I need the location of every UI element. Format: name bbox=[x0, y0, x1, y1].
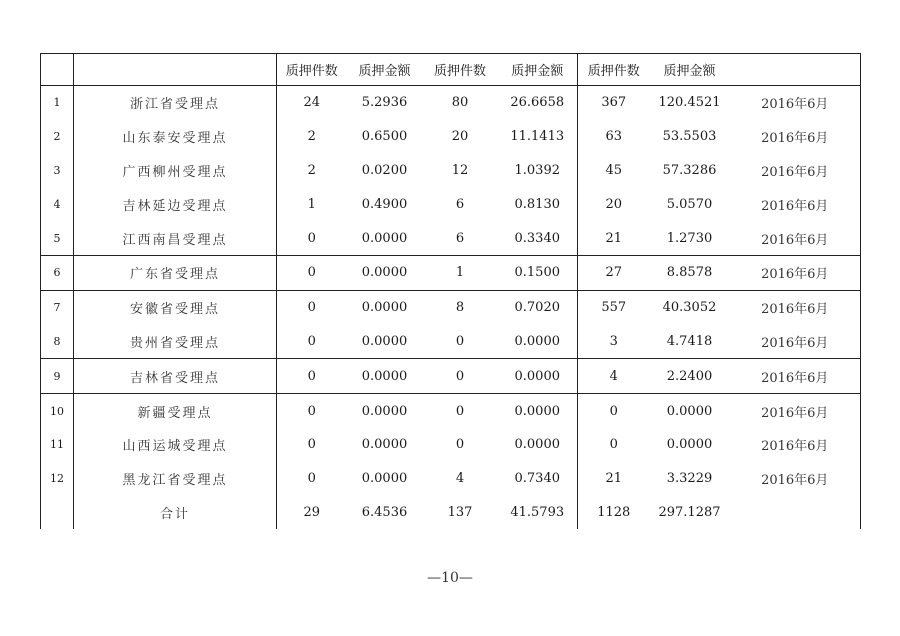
pledge-count-1: 1 bbox=[277, 187, 347, 221]
header-cell-count-3: 质押件数 bbox=[578, 54, 650, 86]
pledge-count-2: 0 bbox=[423, 359, 498, 394]
pledge-amount-2: 11.1413 bbox=[498, 120, 578, 154]
pledge-count-3: 0 bbox=[609, 437, 618, 453]
total-date bbox=[730, 496, 861, 529]
pledge-count-3: 27 bbox=[578, 255, 650, 290]
table-row bbox=[41, 187, 861, 221]
pledge-count-1: 0 bbox=[277, 428, 347, 462]
total-count-3: 1128 bbox=[597, 504, 631, 520]
site-name: 浙江省受理点 bbox=[74, 86, 277, 120]
pledge-count-3: 63 bbox=[605, 129, 623, 145]
pledge-count-1: 0 bbox=[277, 221, 347, 255]
table-row bbox=[41, 462, 861, 496]
site-name: 新疆受理点 bbox=[74, 394, 277, 428]
pledge-amount-1: 0.0000 bbox=[361, 333, 408, 349]
row-number: 4 bbox=[41, 187, 74, 221]
pledge-count-3: 557 bbox=[578, 290, 650, 324]
total-amount-3: 297.1287 bbox=[658, 504, 721, 520]
pledge-amount-1: 0.0000 bbox=[361, 471, 408, 487]
pledge-amount-2: 0.1500 bbox=[498, 255, 578, 290]
pledge-count-2: 6 bbox=[455, 230, 465, 246]
pledge-count-1: 0 bbox=[277, 359, 347, 394]
row-number: 10 bbox=[41, 394, 74, 428]
pledge-amount-3: 3.3229 bbox=[666, 471, 713, 487]
header-cell-amount-2: 质押金额 bbox=[498, 54, 578, 86]
total-label: 合计 bbox=[74, 496, 277, 529]
site-name: 吉林延边受理点 bbox=[74, 187, 277, 221]
pledge-amount-1: 0.0200 bbox=[361, 162, 408, 178]
pledge-count-2: 6 bbox=[455, 196, 465, 212]
table-row bbox=[41, 255, 861, 290]
pledge-count-3: 21 bbox=[605, 230, 623, 246]
pledge-count-1: 0 bbox=[277, 394, 347, 428]
total-count-1: 29 bbox=[277, 496, 347, 529]
total-amount-2: 41.5793 bbox=[498, 496, 578, 529]
row-number: 7 bbox=[41, 290, 74, 324]
site-name: 江西南昌受理点 bbox=[74, 221, 277, 255]
table-row bbox=[41, 221, 861, 255]
pledge-count-3: 3 bbox=[609, 333, 618, 349]
pledge-amount-2: 1.0392 bbox=[498, 154, 578, 188]
pledge-amount-3: 4.7418 bbox=[666, 333, 713, 349]
site-name: 山东泰安受理点 bbox=[74, 120, 277, 154]
site-name: 黑龙江省受理点 bbox=[74, 462, 277, 496]
row-number: 9 bbox=[41, 359, 74, 394]
report-date: 2016年6月 bbox=[730, 154, 861, 188]
pledge-amount-1: 0.0000 bbox=[347, 290, 423, 324]
total-count-2: 137 bbox=[447, 504, 473, 520]
report-date: 2016年6月 bbox=[730, 187, 861, 221]
header-cell-date bbox=[730, 54, 861, 86]
header-cell-name bbox=[74, 54, 277, 86]
pledge-amount-3: 8.8578 bbox=[650, 255, 730, 290]
row-number: 12 bbox=[41, 462, 74, 496]
pledge-count-1: 0 bbox=[277, 255, 347, 290]
header-cell-amount-3: 质押金额 bbox=[650, 54, 730, 86]
pledge-count-3: 21 bbox=[605, 471, 623, 487]
pledge-count-1: 0 bbox=[277, 462, 347, 496]
table-row bbox=[41, 120, 861, 154]
pledge-amount-3: 120.4521 bbox=[658, 95, 721, 111]
pledge-amount-3: 0.0000 bbox=[650, 394, 730, 428]
pledge-count-1: 0 bbox=[277, 290, 347, 324]
pledge-count-2: 4 bbox=[455, 471, 465, 487]
header-cell-count-1: 质押件数 bbox=[277, 54, 347, 86]
site-name: 吉林省受理点 bbox=[74, 359, 277, 394]
table-row bbox=[41, 428, 861, 462]
report-date: 2016年6月 bbox=[730, 325, 861, 359]
table-header-row bbox=[41, 54, 861, 86]
table-row bbox=[41, 290, 861, 324]
pledge-amount-2: 0.0000 bbox=[498, 428, 578, 462]
table-row bbox=[41, 86, 861, 120]
pledge-count-2: 0 bbox=[455, 437, 465, 453]
row-number: 2 bbox=[41, 120, 74, 154]
site-name: 贵州省受理点 bbox=[74, 325, 277, 359]
pledge-statistics-table bbox=[40, 53, 861, 529]
pledge-amount-3: 2.2400 bbox=[650, 359, 730, 394]
table-row bbox=[41, 359, 861, 394]
pledge-amount-1: 0.0000 bbox=[361, 230, 408, 246]
row-number: 5 bbox=[41, 221, 74, 255]
table-row bbox=[41, 154, 861, 188]
pledge-amount-1: 0.0000 bbox=[347, 359, 423, 394]
pledge-count-1: 2 bbox=[277, 120, 347, 154]
header-cell-amount-1: 质押金额 bbox=[347, 54, 423, 86]
pledge-amount-3: 53.5503 bbox=[662, 129, 717, 145]
site-name: 广东省受理点 bbox=[74, 255, 277, 290]
pledge-count-3: 4 bbox=[578, 359, 650, 394]
pledge-amount-2: 0.8130 bbox=[498, 187, 578, 221]
pledge-amount-2: 26.6658 bbox=[498, 86, 578, 120]
table-row bbox=[41, 394, 861, 428]
report-date: 2016年6月 bbox=[730, 462, 861, 496]
pledge-amount-3: 57.3286 bbox=[662, 162, 717, 178]
report-date: 2016年6月 bbox=[730, 255, 861, 290]
pledge-amount-1: 0.0000 bbox=[361, 437, 408, 453]
row-number: 6 bbox=[41, 255, 74, 290]
pledge-amount-1: 5.2936 bbox=[361, 95, 408, 111]
pledge-count-2: 12 bbox=[451, 162, 469, 178]
header-cell-no bbox=[41, 54, 74, 86]
table-row bbox=[41, 325, 861, 359]
pledge-count-3: 367 bbox=[601, 95, 627, 111]
pledge-count-3: 45 bbox=[605, 162, 623, 178]
pledge-amount-3: 1.2730 bbox=[666, 230, 713, 246]
site-name: 安徽省受理点 bbox=[74, 290, 277, 324]
pledge-count-2: 8 bbox=[423, 290, 498, 324]
report-date: 2016年6月 bbox=[730, 86, 861, 120]
pledge-amount-3: 0.0000 bbox=[666, 437, 713, 453]
pledge-amount-3: 40.3052 bbox=[650, 290, 730, 324]
pledge-amount-2: 0.7020 bbox=[498, 290, 578, 324]
pledge-count-2: 1 bbox=[423, 255, 498, 290]
pledge-amount-1: 0.4900 bbox=[361, 196, 408, 212]
data-table-container bbox=[40, 53, 860, 529]
pledge-amount-3: 5.0570 bbox=[666, 196, 713, 212]
pledge-amount-1: 0.0000 bbox=[347, 255, 423, 290]
pledge-amount-1: 0.6500 bbox=[361, 129, 408, 145]
site-name: 广西柳州受理点 bbox=[74, 154, 277, 188]
header-cell-count-2: 质押件数 bbox=[423, 54, 498, 86]
pledge-count-3: 20 bbox=[605, 196, 623, 212]
report-date: 2016年6月 bbox=[730, 290, 861, 324]
pledge-count-2: 20 bbox=[451, 129, 469, 145]
pledge-count-2: 0 bbox=[423, 394, 498, 428]
total-row-number bbox=[41, 496, 74, 529]
row-number: 1 bbox=[41, 86, 74, 120]
pledge-count-2: 0 bbox=[455, 333, 465, 349]
report-date: 2016年6月 bbox=[730, 394, 861, 428]
total-amount-1: 6.4536 bbox=[361, 504, 408, 520]
pledge-amount-2: 0.0000 bbox=[498, 394, 578, 428]
pledge-amount-1: 0.0000 bbox=[347, 394, 423, 428]
pledge-amount-2: 0.0000 bbox=[498, 359, 578, 394]
pledge-count-1: 0 bbox=[277, 325, 347, 359]
pledge-amount-2: 0.7340 bbox=[498, 462, 578, 496]
pledge-amount-2: 0.3340 bbox=[498, 221, 578, 255]
row-number: 3 bbox=[41, 154, 74, 188]
pledge-amount-2: 0.0000 bbox=[498, 325, 578, 359]
report-date: 2016年6月 bbox=[730, 221, 861, 255]
pledge-count-1: 24 bbox=[277, 86, 347, 120]
pledge-count-1: 2 bbox=[277, 154, 347, 188]
row-number: 8 bbox=[41, 325, 74, 359]
total-row bbox=[41, 496, 861, 529]
row-number: 11 bbox=[41, 428, 74, 462]
pledge-count-3: 0 bbox=[578, 394, 650, 428]
report-date: 2016年6月 bbox=[730, 359, 861, 394]
site-name: 山西运城受理点 bbox=[74, 428, 277, 462]
report-date: 2016年6月 bbox=[730, 120, 861, 154]
page-number: —10— bbox=[427, 570, 473, 586]
report-date: 2016年6月 bbox=[730, 428, 861, 462]
pledge-count-2: 80 bbox=[451, 95, 469, 111]
